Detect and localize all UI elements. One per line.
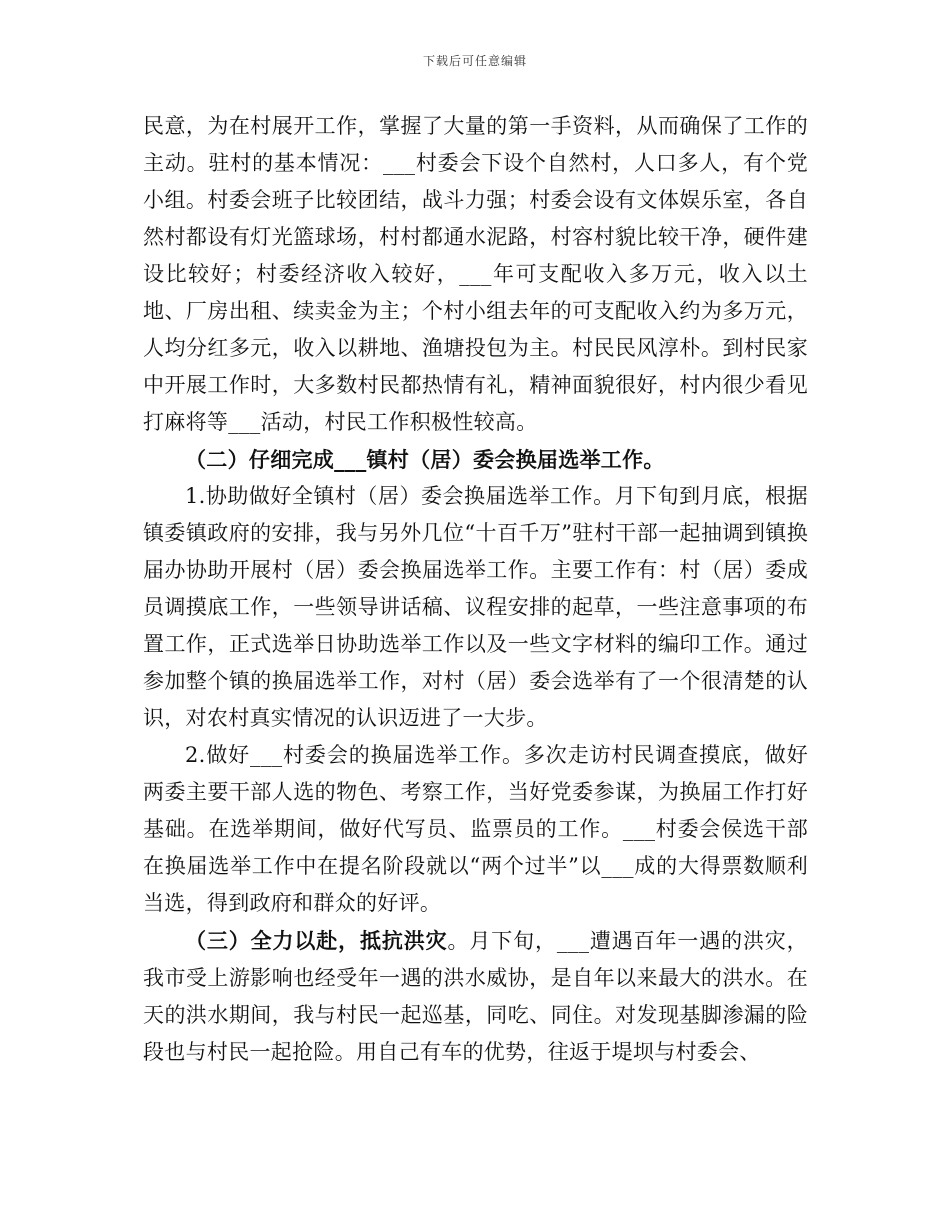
section-heading-election: （二）仔细完成___镇村（居）委会换届选举工作。 (185, 447, 665, 472)
paragraph-village-situation: 民意，为在村展开工作，掌握了大量的第一手资料，从而确保了工作的主动。驻村的基本情况：___村委会下设个自然村，人口多人，有个党小组。村委会班子比较团结，战斗力强；村委会设有文体娱乐室，各自然村都设有灯光篮球场，村村都通水泥路，村容村貌比较干净，硬件建设比较好；村委经济收入较好，___年可支配收入多万元，收入以土地、厂房出租、续卖金为主；个村小组去年的可支配收入约为多万元，人均分红多元，收入以耕地、渔塘投包为主。村民民风淳朴。到村民家中开展工作时，大多数村民都热情有礼，精神面貌很好，村内很少看见打麻将等___活动，村民工作积极性较高。 (143, 114, 808, 434)
paragraph-village-election: 2.做好___村委会的换届选举工作。多次走访村民调查摸底，做好两委主要干部人选的物色、考察工作，当好党委参谋，为换届工作打好基础。在选举期间，做好代写员、监票员的工作。___村委会侯选干部在换届选举工作中在提名阶段就以“两个过半”以___成的大得票数顺利当选，得到政府和群众的好评。 (143, 743, 808, 915)
document-body (143, 108, 808, 1071)
page-header: 下载后可任意编辑 (422, 54, 527, 68)
paragraph-flood-relief (143, 922, 808, 1071)
section-heading-flood: （三）全力以赴，抵抗洪灾 (185, 928, 448, 953)
paragraph-flood-text: 。月下旬，___遭遇百年一遇的洪灾，我市受上游影响也经受年一遇的洪水威协，是自年以来最大的洪水。在天的洪水期间，我与村民一起巡基，同吃、同住。对发现基脚渗漏的险段也与村民一起抢险。用自己有车的优势，往返于堤坝与村委会、 (143, 929, 808, 1064)
paragraph-assist-election: 1.协助做好全镇村（居）委会换届选举工作。月下旬到月底，根据镇委镇政府的安排，我与另外几位“十百千万”驻村干部一起抽调到镇换届办协助开展村（居）委会换届选举工作。主要工作有：村（居）委成员调摸底工作，一些领导讲话稿、议程安排的起草，一些注意事项的布置工作，正式选举日协助选举工作以及一些文字材料的编印工作。通过参加整个镇的换届选举工作，对村（居）委会选举有了一个很清楚的认识，对农村真实情况的认识迈进了一大步。 (143, 484, 808, 730)
